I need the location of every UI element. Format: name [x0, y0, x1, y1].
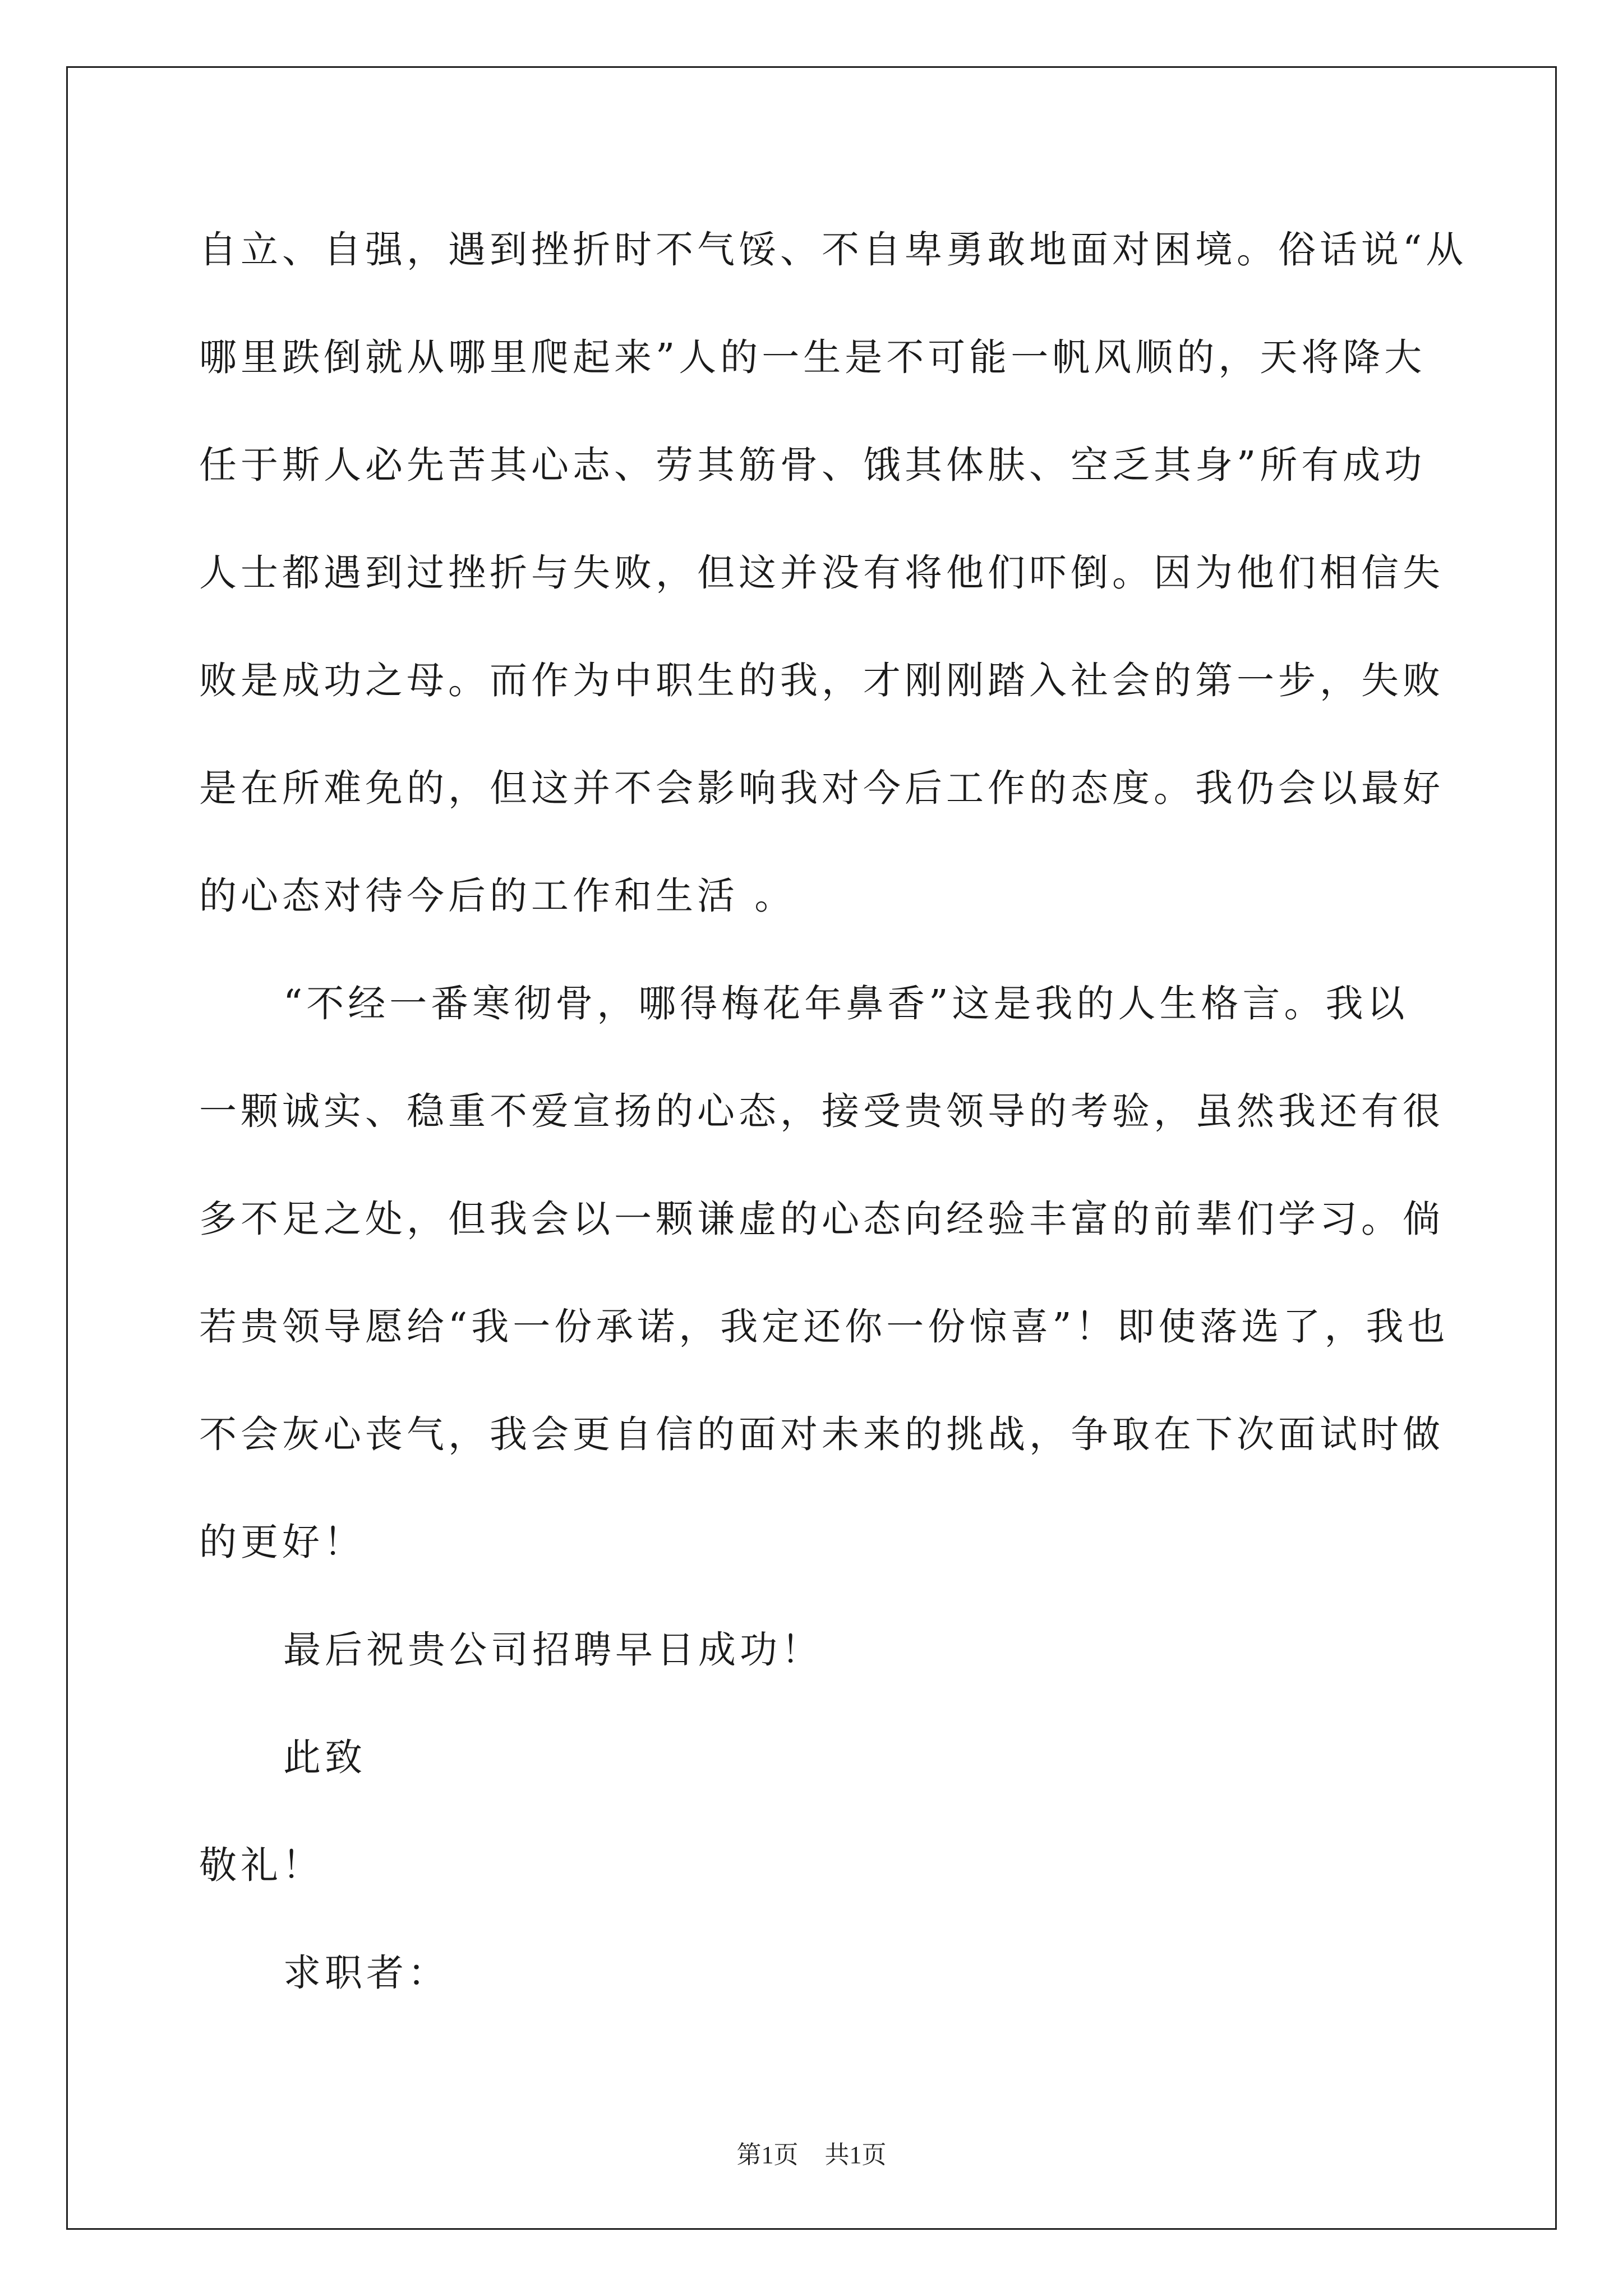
paragraph-line: 若贵领导愿给“我一份承诺，我定还你一份惊喜”！即使落选了，我也	[199, 1305, 1449, 1349]
paragraph-line: 任于斯人必先苦其心志、劳其筋骨、饿其体肤、空乏其身”所有成功	[199, 443, 1426, 487]
paragraph-line: 人士都遇到过挫折与失败，但这并没有将他们吓倒。因为他们相信失	[199, 551, 1444, 595]
page-total: 共1页	[824, 2141, 887, 2169]
salutation-respect: 敬礼！	[199, 1843, 324, 1887]
paragraph-line: 不会灰心丧气，我会更自信的面对未来的挑战，争取在下次面试时做	[199, 1412, 1444, 1456]
paragraph-line: 的更好！	[199, 1520, 365, 1564]
paragraph-line: 自立、自强，遇到挫折时不气馁、不自卑勇敢地面对困境。俗话说“从	[199, 228, 1468, 272]
paragraph-line: 败是成功之母。而作为中职生的我，才刚刚踏入社会的第一步，失败	[199, 659, 1444, 702]
signature-label: 求职者：	[283, 1951, 449, 1995]
paragraph-line: 哪里跌倒就从哪里爬起来”人的一生是不可能一帆风顺的，天将降大	[199, 335, 1426, 379]
paragraph-line: 的心态对待今后的工作和生活 。	[199, 874, 796, 918]
salutation-line: 此致	[283, 1736, 366, 1779]
page-number: 第1页	[736, 2141, 799, 2169]
paragraph-line: 是在所难免的，但这并不会影响我对今后工作的态度。我仍会以最好	[199, 766, 1444, 810]
paragraph-line: 一颗诚实、稳重不爱宣扬的心态，接受贵领导的考验，虽然我还有很	[199, 1089, 1444, 1133]
page-footer	[0, 2134, 1623, 2170]
paragraph-line: 多不足之处，但我会以一颗谦虚的心态向经验丰富的前辈们学习。倘	[199, 1197, 1444, 1241]
paragraph-line: “不经一番寒彻骨，哪得梅花年鼻香”这是我的人生格言。我以	[283, 982, 1409, 1025]
closing-wish: 最后祝贵公司招聘早日成功！	[283, 1628, 823, 1672]
letter-body	[199, 213, 1468, 2044]
